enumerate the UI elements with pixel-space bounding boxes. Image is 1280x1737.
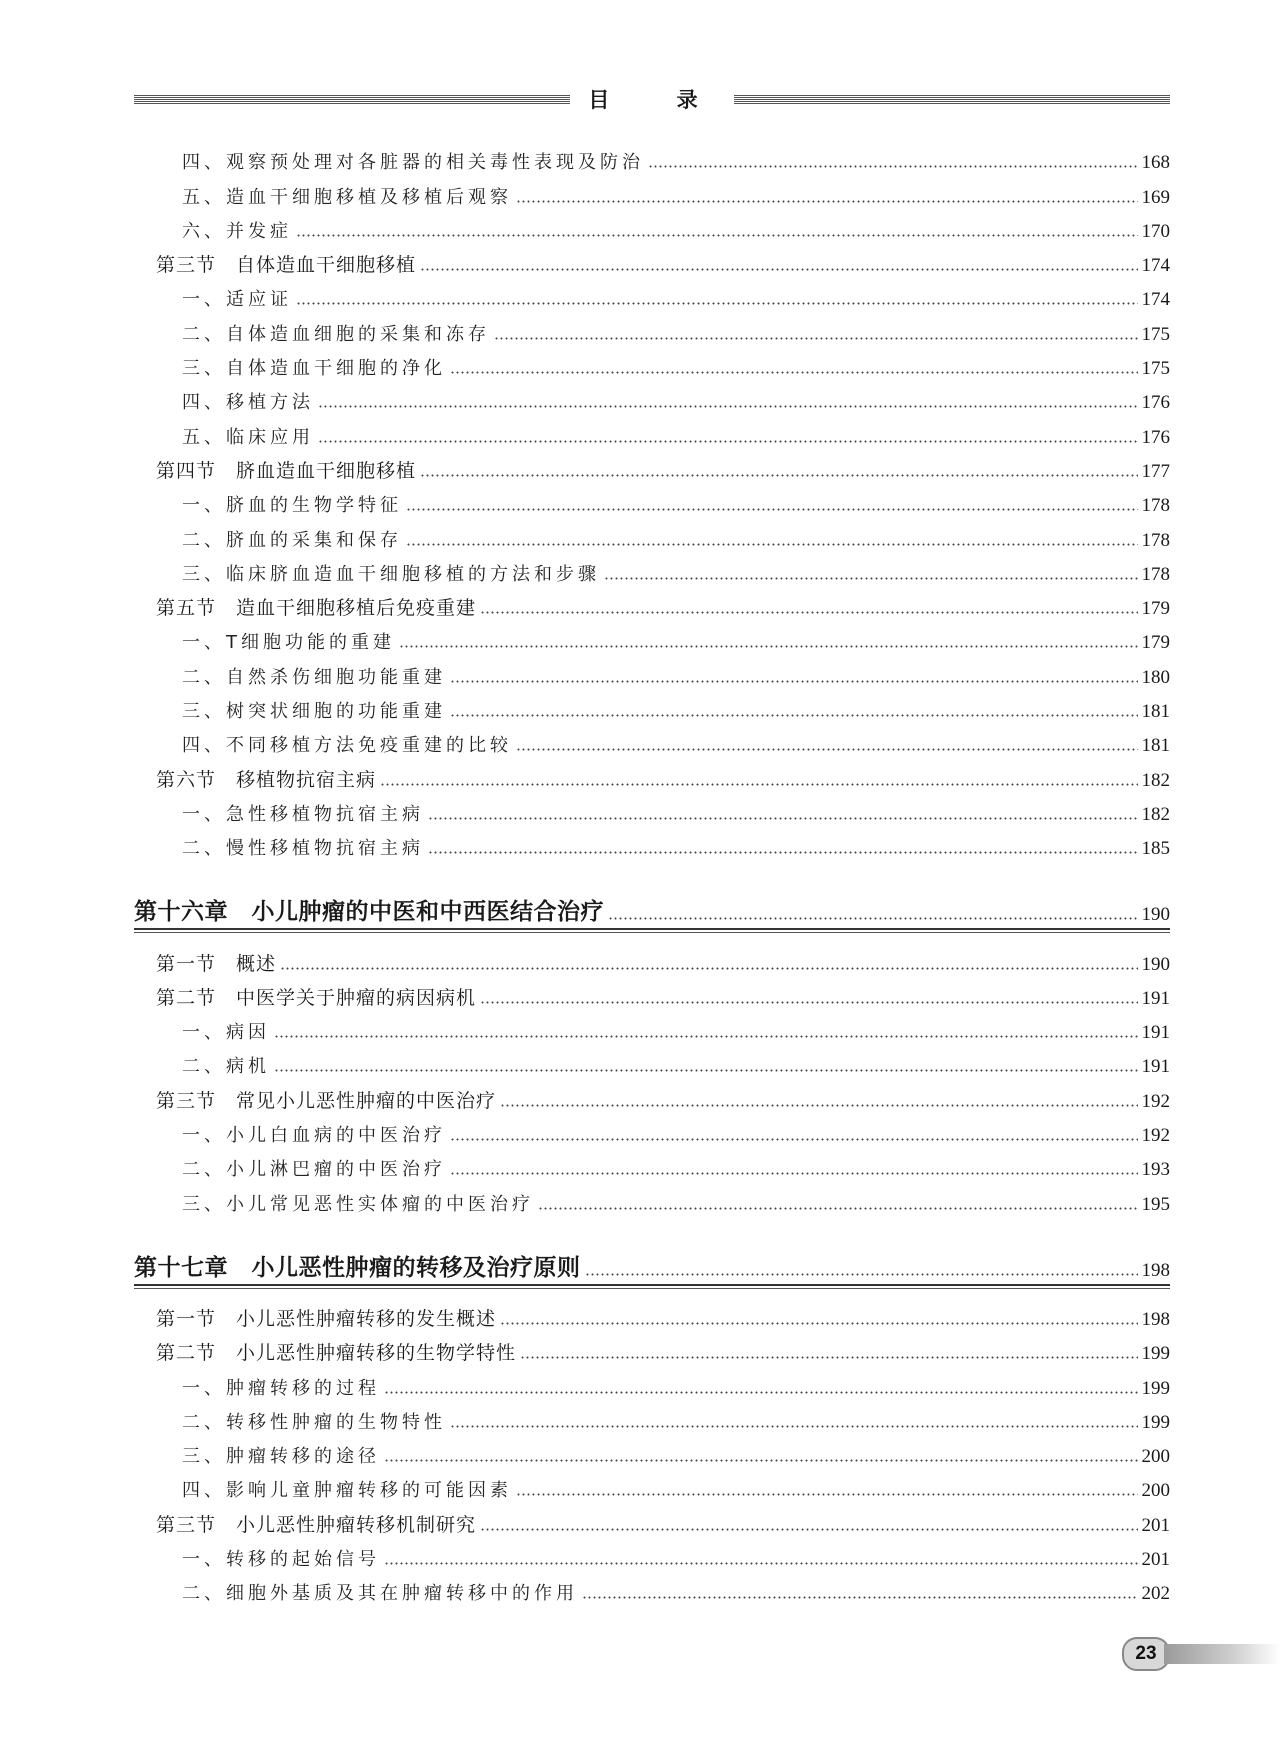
toc-entry-page: 199 [1141, 1411, 1170, 1433]
toc-entry-title: 三、小儿常见恶性实体瘤的中医治疗 [182, 1193, 534, 1215]
dot-leader [380, 783, 1137, 786]
toc-entry-title: 四、不同移植方法免疫重建的比较 [182, 735, 512, 757]
dot-leader [384, 1391, 1138, 1394]
toc-entry-title: 一、病因 [182, 1022, 270, 1044]
footer-decoration-band [1164, 1644, 1280, 1664]
dot-leader [384, 1562, 1138, 1565]
toc-entry-page: 178 [1141, 529, 1170, 551]
toc-entry-title: 二、慢性移植物抗宿主病 [182, 838, 424, 860]
toc-entry-page: 191 [1141, 987, 1170, 1009]
toc-entry-item [134, 1044, 1170, 1078]
toc-entry-title: 第二节 中医学关于肿瘤的病因病机 [156, 986, 477, 1009]
dot-leader [420, 268, 1137, 271]
toc-entry-section [134, 243, 1170, 277]
toc-entry-item [134, 1468, 1170, 1502]
dot-leader [399, 645, 1138, 648]
toc-entry-title: 二、转移性肿瘤的生物特性 [182, 1411, 446, 1433]
toc-entry-title: 一、T细胞功能的重建 [182, 632, 395, 654]
toc-entry-item [134, 517, 1170, 551]
toc-entry-item [134, 346, 1170, 380]
dot-leader [318, 405, 1138, 408]
dot-leader [480, 611, 1137, 614]
toc-entry-item [134, 689, 1170, 723]
toc-entry-title: 第十七章 小儿恶性肿瘤的转移及治疗原则 [134, 1253, 581, 1281]
dot-leader [538, 1207, 1138, 1210]
toc-entry-title: 一、转移的起始信号 [182, 1548, 380, 1570]
toc-entry-item [134, 1113, 1170, 1147]
toc-entry-page: 168 [1141, 152, 1170, 174]
toc-entry-page: 180 [1141, 666, 1170, 688]
toc-entry-title: 四、观察预处理对各脏器的相关毒性表现及防治 [182, 152, 644, 174]
toc-entry-page: 199 [1141, 1343, 1170, 1365]
toc-entry-title: 第二节 小儿恶性肿瘤转移的生物学特性 [156, 1342, 517, 1365]
toc-entry-title: 五、临床应用 [182, 426, 314, 448]
toc-entry-item [134, 174, 1170, 208]
toc-entry-page: 182 [1141, 769, 1170, 791]
toc-entry-page: 175 [1141, 323, 1170, 345]
toc-entry-page: 181 [1141, 701, 1170, 723]
dot-leader [516, 748, 1138, 751]
toc-entry-page: 191 [1141, 1056, 1170, 1078]
toc-entry-section [134, 757, 1170, 791]
toc-entry-chapter [134, 882, 1170, 926]
header-rule-right [734, 95, 1170, 104]
toc-entry-page: 185 [1141, 838, 1170, 860]
toc-entry-page: 201 [1141, 1514, 1170, 1536]
toc-entry-section [134, 976, 1170, 1010]
toc-entry-title: 第三节 自体造血干细胞移植 [156, 254, 417, 277]
toc-entry-section [134, 586, 1170, 620]
dot-leader [384, 1459, 1138, 1462]
toc-entry-page: 190 [1141, 953, 1170, 975]
toc-entry-item [134, 1181, 1170, 1215]
dot-leader [428, 851, 1138, 854]
toc-entry-title: 三、肿瘤转移的途径 [182, 1446, 380, 1468]
dot-leader [516, 200, 1138, 203]
toc-entry-title: 三、自体造血干细胞的净化 [182, 358, 446, 380]
dot-leader [450, 371, 1138, 374]
toc-entry-page: 193 [1141, 1159, 1170, 1181]
toc-entry-page: 198 [1141, 1308, 1170, 1330]
dot-leader [494, 337, 1138, 340]
toc-entry-item [134, 483, 1170, 517]
toc-entry-title: 一、肿瘤转移的过程 [182, 1377, 380, 1399]
dot-leader [480, 1001, 1137, 1004]
dot-leader [450, 680, 1138, 683]
page-number: 23 [1122, 1637, 1170, 1671]
dot-leader [296, 302, 1138, 305]
toc-entry-page: 178 [1141, 495, 1170, 517]
toc-entry-title: 二、自然杀伤细胞功能重建 [182, 666, 446, 688]
dot-leader [274, 1069, 1138, 1072]
toc-entry-title: 第三节 小儿恶性肿瘤转移机制研究 [156, 1513, 477, 1536]
toc-entry-page: 181 [1141, 735, 1170, 757]
toc-entry-page: 179 [1141, 632, 1170, 654]
toc-entry-title: 三、树突状细胞的功能重建 [182, 701, 446, 723]
toc-entry-page: 199 [1141, 1377, 1170, 1399]
toc-entry-title: 二、小儿淋巴瘤的中医治疗 [182, 1159, 446, 1181]
toc-entry-page: 190 [1141, 904, 1170, 926]
toc-entry-title: 第一节 小儿恶性肿瘤转移的发生概述 [156, 1307, 497, 1330]
toc-entry-title: 五、造血干细胞移植及移植后观察 [182, 186, 512, 208]
toc-entry-page: 176 [1141, 426, 1170, 448]
dot-leader [648, 165, 1138, 168]
toc-entry-title: 第五节 造血干细胞移植后免疫重建 [156, 597, 477, 620]
dot-leader [520, 1356, 1137, 1359]
chapter-rule [134, 1284, 1170, 1289]
toc-entry-page: 200 [1141, 1480, 1170, 1502]
toc-entry-page: 175 [1141, 358, 1170, 380]
toc-entry-page: 169 [1141, 186, 1170, 208]
dot-leader [428, 817, 1138, 820]
toc-entry-title: 二、病机 [182, 1056, 270, 1078]
toc-entry-title: 一、急性移植物抗宿主病 [182, 803, 424, 825]
toc-entry-section [134, 1331, 1170, 1365]
toc-entry-item [134, 1537, 1170, 1571]
toc-entry-item [134, 826, 1170, 860]
dot-leader [582, 1596, 1138, 1599]
toc-entry-page: 201 [1141, 1548, 1170, 1570]
page-title: 目 录 [588, 88, 728, 112]
toc-entry-item [134, 380, 1170, 414]
dot-leader [318, 440, 1138, 443]
dot-leader [516, 1493, 1138, 1496]
toc-entry-page: 192 [1141, 1090, 1170, 1112]
toc-entry-title: 四、移植方法 [182, 392, 314, 414]
toc-entry-page: 174 [1141, 289, 1170, 311]
toc-entry-item [134, 414, 1170, 448]
page-header [134, 86, 1170, 112]
dot-leader [420, 474, 1137, 477]
toc-entry-title: 二、自体造血细胞的采集和冻存 [182, 323, 490, 345]
toc-entry-title: 一、适应证 [182, 289, 292, 311]
toc-entry-title: 第十六章 小儿肿瘤的中医和中西医结合治疗 [134, 898, 604, 926]
toc-entry-page: 179 [1141, 598, 1170, 620]
toc-entry-title: 四、影响儿童肿瘤转移的可能因素 [182, 1480, 512, 1502]
dot-leader [585, 1273, 1138, 1276]
toc-entry-section [134, 1502, 1170, 1536]
dot-leader [406, 543, 1138, 546]
toc-entry-page: 177 [1141, 460, 1170, 482]
toc-entry-title: 第四节 脐血造血干细胞移植 [156, 459, 417, 482]
toc-entry-title: 第三节 常见小儿恶性肿瘤的中医治疗 [156, 1089, 497, 1112]
dot-leader [450, 1138, 1138, 1141]
toc-entry-item [134, 620, 1170, 654]
dot-leader [296, 234, 1138, 237]
dot-leader [608, 917, 1138, 920]
toc-entry-title: 六、并发症 [182, 220, 292, 242]
toc-entry-page: 202 [1141, 1583, 1170, 1605]
dot-leader [450, 714, 1138, 717]
dot-leader [406, 508, 1138, 511]
toc-entry-chapter [134, 1238, 1170, 1282]
toc-entry-section [134, 449, 1170, 483]
dot-leader [480, 1528, 1137, 1531]
toc-entry-page: 200 [1141, 1446, 1170, 1468]
toc-entry-item [134, 209, 1170, 243]
toc-entry-title: 第一节 概述 [156, 952, 277, 975]
toc-entry-title: 第六节 移植物抗宿主病 [156, 768, 377, 791]
toc-entry-section [134, 1297, 1170, 1331]
toc-entry-title: 三、临床脐血造血干细胞移植的方法和步骤 [182, 563, 600, 585]
toc-entry-item [134, 792, 1170, 826]
dot-leader [450, 1425, 1138, 1428]
toc-entry-item [134, 654, 1170, 688]
toc-entry-page: 191 [1141, 1022, 1170, 1044]
toc-entry-page: 178 [1141, 563, 1170, 585]
toc-entry-item [134, 277, 1170, 311]
chapter-rule [134, 928, 1170, 933]
toc-entry-item [134, 723, 1170, 757]
toc-entry-item [134, 1365, 1170, 1399]
dot-leader [500, 1322, 1137, 1325]
toc-entry-page: 176 [1141, 392, 1170, 414]
toc-entry-item [134, 1400, 1170, 1434]
toc-entry-page: 192 [1141, 1125, 1170, 1147]
page-number-badge [1122, 1636, 1280, 1672]
dot-leader [450, 1172, 1138, 1175]
toc-entry-page: 195 [1141, 1193, 1170, 1215]
toc-entry-item [134, 140, 1170, 174]
header-rule-left [134, 95, 570, 104]
toc-entry-title: 一、小儿白血病的中医治疗 [182, 1125, 446, 1147]
toc-entry-item [134, 311, 1170, 345]
toc-entry-title: 二、脐血的采集和保存 [182, 529, 402, 551]
toc-entry-title: 二、细胞外基质及其在肿瘤转移中的作用 [182, 1583, 578, 1605]
toc-entry-item [134, 1434, 1170, 1468]
toc-entry-section [134, 1078, 1170, 1112]
toc-entry-page: 174 [1141, 255, 1170, 277]
table-of-contents [134, 140, 1170, 1605]
toc-entry-page: 170 [1141, 220, 1170, 242]
toc-entry-section [134, 941, 1170, 975]
toc-entry-page: 198 [1141, 1259, 1170, 1281]
toc-entry-title: 一、脐血的生物学特征 [182, 495, 402, 517]
dot-leader [274, 1035, 1138, 1038]
toc-entry-item [134, 552, 1170, 586]
toc-entry-item [134, 1010, 1170, 1044]
dot-leader [604, 577, 1138, 580]
toc-entry-item [134, 1571, 1170, 1605]
toc-entry-page: 182 [1141, 803, 1170, 825]
dot-leader [280, 967, 1137, 970]
dot-leader [500, 1104, 1137, 1107]
toc-entry-item [134, 1147, 1170, 1181]
